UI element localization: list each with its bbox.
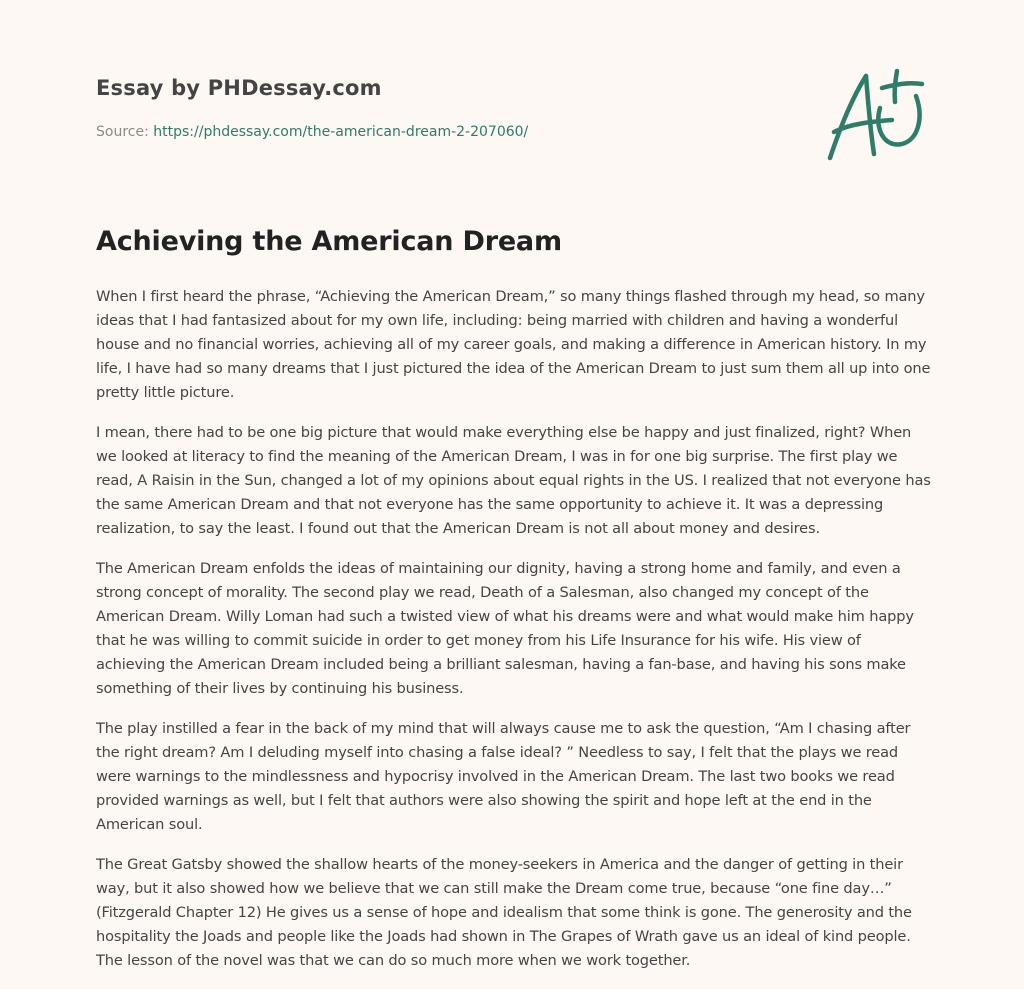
source-link[interactable]: https://phdessay.com/the-american-dream-2-207060/: [153, 124, 529, 140]
essay-paragraph: The American Dream enfolds the ideas of maintaining our dignity, having a strong home and family, and even a strong concept of morality. The second play we read, Death of a Salesman, also changed my concept of the American Dream. Willy Loman had such a twisted view of what his dreams were and what would make him happy that he was willing to commit suicide in order to get money from his Life Insurance for his wife. His view of achieving the American Dream included being a brilliant salesman, having a fan-base, and having his sons make something of their lives by continuing his business.: [96, 560, 914, 697]
source-label: Source:: [96, 124, 149, 140]
essay-title: Achieving the American Dream: [96, 226, 562, 257]
page-header: [96, 0, 928, 200]
site-title: Essay by PHDessay.com: [96, 76, 382, 100]
essay-paragraph: I mean, there had to be one big picture that would make everything else be happy and just finalized, right? When we looked at literacy to find the meaning of the American Dream, I was in for one big surprise. The first play we read, A Raisin in the Sun, changed a lot of my opinions about equal rights in the US. I realized that not everyone has the same American Dream and that not everyone has the same opportunity to achieve it. It was a depressing realization, to say the least. I found out that the American Dream is not all about money and desires.: [96, 424, 931, 537]
a-plus-logo: [824, 66, 928, 166]
a-plus-logo-icon: [824, 66, 928, 166]
essay-paragraph: The play instilled a fear in the back of my mind that will always cause me to ask the question, “Am I chasing after the right dream? Am I deluding myself into chasing a false ideal? ” Needless to say, I felt that the plays we read were warnings to the mindlessness and hypocrisy involved in the American Dream. The last two books we read provided warnings as well, but I felt that authors were also showing the spirit and hope left at the end in the American soul.: [96, 720, 911, 833]
essay-paragraph: The Great Gatsby showed the shallow hearts of the money-seekers in America and the danger of getting in their way, but it also showed how we believe that we can still make the Dream come true, because “one fine day…” (Fitzgerald Chapter 12) He gives us a sense of hope and idealism that some think is gone. The generosity and the hospitality the Joads and people like the Joads had shown in The Grapes of Wrath gave us an ideal of kind people. The lesson of the novel was that we can do so much more when we work together.: [96, 856, 912, 969]
essay-body: [96, 285, 932, 989]
essay-paragraph: When I first heard the phrase, “Achieving the American Dream,” so many things flashed through my head, so many ideas that I had fantasized about for my own life, including: being married with children and having a wonderful house and no financial worries, achieving all of my career goals, and making a difference in American history. In my life, I have had so many dreams that I just pictured the idea of the American Dream to just sum them all up into one pretty little picture.: [96, 288, 931, 401]
source-line: [96, 124, 528, 140]
